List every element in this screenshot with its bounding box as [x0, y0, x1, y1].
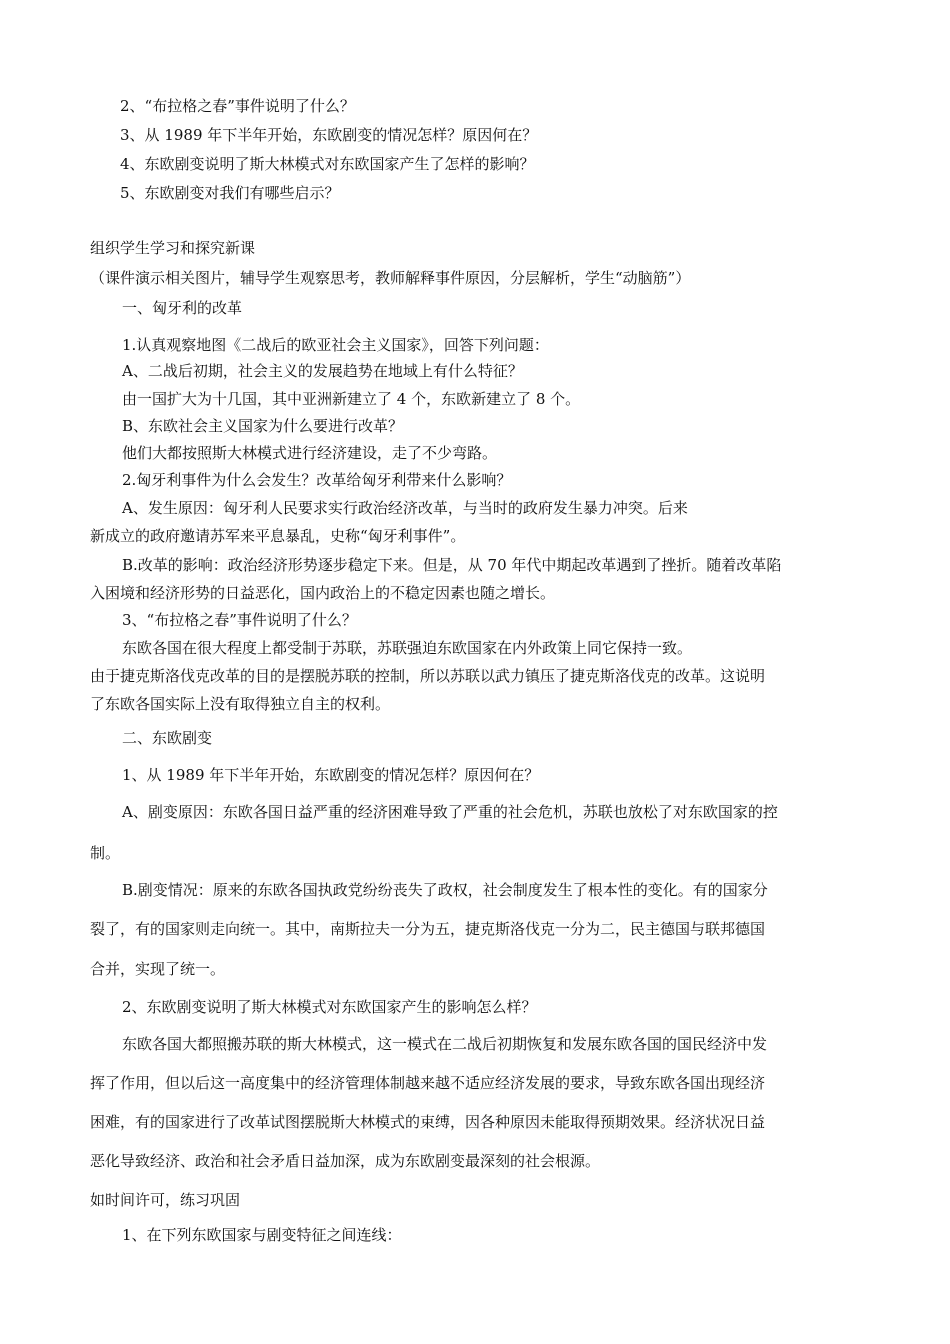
section-heading-organize: 组织学生学习和探究新课 [90, 239, 256, 257]
hungary-answer-2b-line-2: 入困境和经济形势的日益恶化，国内政治上的不稳定因素也随之增长。 [90, 584, 556, 602]
upheaval-answer-1b-line-1: B.剧变情况：原来的东欧各国执政党纷纷丧失了政权，社会制度发生了根本性的变化。有的国家分 [122, 881, 768, 899]
upheaval-answer-1a-line-2: 制。 [90, 844, 121, 862]
hungary-question-3: 3、“布拉格之春”事件说明了什么？ [122, 611, 357, 629]
hungary-question-1: 1.认真观察地图《二战后的欧亚社会主义国家》，回答下列问题： [122, 336, 549, 354]
prague-answer-line-2: 由于捷克斯洛伐克改革的目的是摆脱苏联的控制，所以苏联以武力镇压了捷克斯洛伐克的改革。这说明 [90, 667, 766, 685]
hungary-answer-2a-line-1: A、发生原因：匈牙利人民要求实行政治经济改革，与当时的政府发生暴力冲突。后来 [122, 499, 688, 517]
stalin-model-answer-line-2: 挥了作用，但以后这一高度集中的经济管理体制越来越不适应经济发展的要求，导致东欧各国出现经济 [90, 1074, 766, 1092]
stalin-model-answer-line-4: 恶化导致经济、政治和社会矛盾日益加深，成为东欧剧变最深刻的社会根源。 [90, 1152, 601, 1170]
hungary-answer-2a-line-2: 新成立的政府邀请苏军来平息暴乱，史称“匈牙利事件”。 [90, 527, 466, 545]
hungary-question-2: 2.匈牙利事件为什么会发生？改革给匈牙利带来什么影响？ [122, 471, 512, 489]
organize-note: （课件演示相关图片，辅导学生观察思考，教师解释事件原因，分层解析，学生“动脑筋”） [90, 269, 691, 287]
upheaval-answer-1b-line-3: 合并，实现了统一。 [90, 960, 226, 978]
prague-answer-line-1: 东欧各国在很大程度上都受制于苏联，苏联强迫东欧国家在内外政策上同它保持一致。 [122, 639, 693, 657]
prague-answer-line-3: 了东欧各国实际上没有取得独立自主的权利。 [90, 695, 391, 713]
upheaval-question-1: 1、从 1989 年下半年开始，东欧剧变的情况怎样？原因何在？ [122, 766, 540, 784]
upheaval-answer-1b-line-2: 裂了，有的国家则走向统一。其中，南斯拉夫一分为五，捷克斯洛伐克一分为二，民主德国与联邦德国 [90, 920, 766, 938]
hungary-answer-2b-line-1: B.改革的影响：政治经济形势逐步稳定下来。但是，从 70 年代中期起改革遇到了挫折。随着改革陷 [122, 556, 782, 574]
upheaval-question-2: 2、东欧剧变说明了斯大林模式对东欧国家产生的影响怎么样？ [122, 998, 537, 1016]
question-4: 4、东欧剧变说明了斯大林模式对东欧国家产生了怎样的影响？ [120, 155, 535, 173]
question-2: 2、“布拉格之春”事件说明了什么？ [120, 97, 355, 115]
question-5: 5、东欧剧变对我们有哪些启示？ [120, 184, 340, 202]
exercise-question-1: 1、在下列东欧国家与剧变特征之间连线： [122, 1226, 402, 1244]
section-heading-exercise: 如时间许可，练习巩固 [90, 1191, 241, 1209]
question-3: 3、从 1989 年下半年开始，东欧剧变的情况怎样？原因何在？ [120, 126, 538, 144]
section-heading-upheaval: 二、东欧剧变 [122, 729, 213, 747]
hungary-question-1b: B、东欧社会主义国家为什么要进行改革？ [122, 417, 404, 435]
section-heading-hungary: 一、匈牙利的改革 [122, 299, 243, 317]
hungary-answer-1a: 由一国扩大为十几国，其中亚洲新建立了 4 个，东欧新建立了 8 个。 [122, 390, 581, 408]
hungary-answer-1b: 他们大都按照斯大林模式进行经济建设，走了不少弯路。 [122, 444, 498, 462]
hungary-question-1a: A、二战后初期，社会主义的发展趋势在地域上有什么特征？ [122, 362, 523, 380]
stalin-model-answer-line-3: 困难，有的国家进行了改革试图摆脱斯大林模式的束缚，因各种原因未能取得预期效果。经济状况日益 [90, 1113, 766, 1131]
upheaval-answer-1a-line-1: A、剧变原因：东欧各国日益严重的经济困难导致了严重的社会危机，苏联也放松了对东欧国家的控 [122, 803, 778, 821]
stalin-model-answer-line-1: 东欧各国大都照搬苏联的斯大林模式，这一模式在二战后初期恢复和发展东欧各国的国民经济中发 [122, 1035, 768, 1053]
